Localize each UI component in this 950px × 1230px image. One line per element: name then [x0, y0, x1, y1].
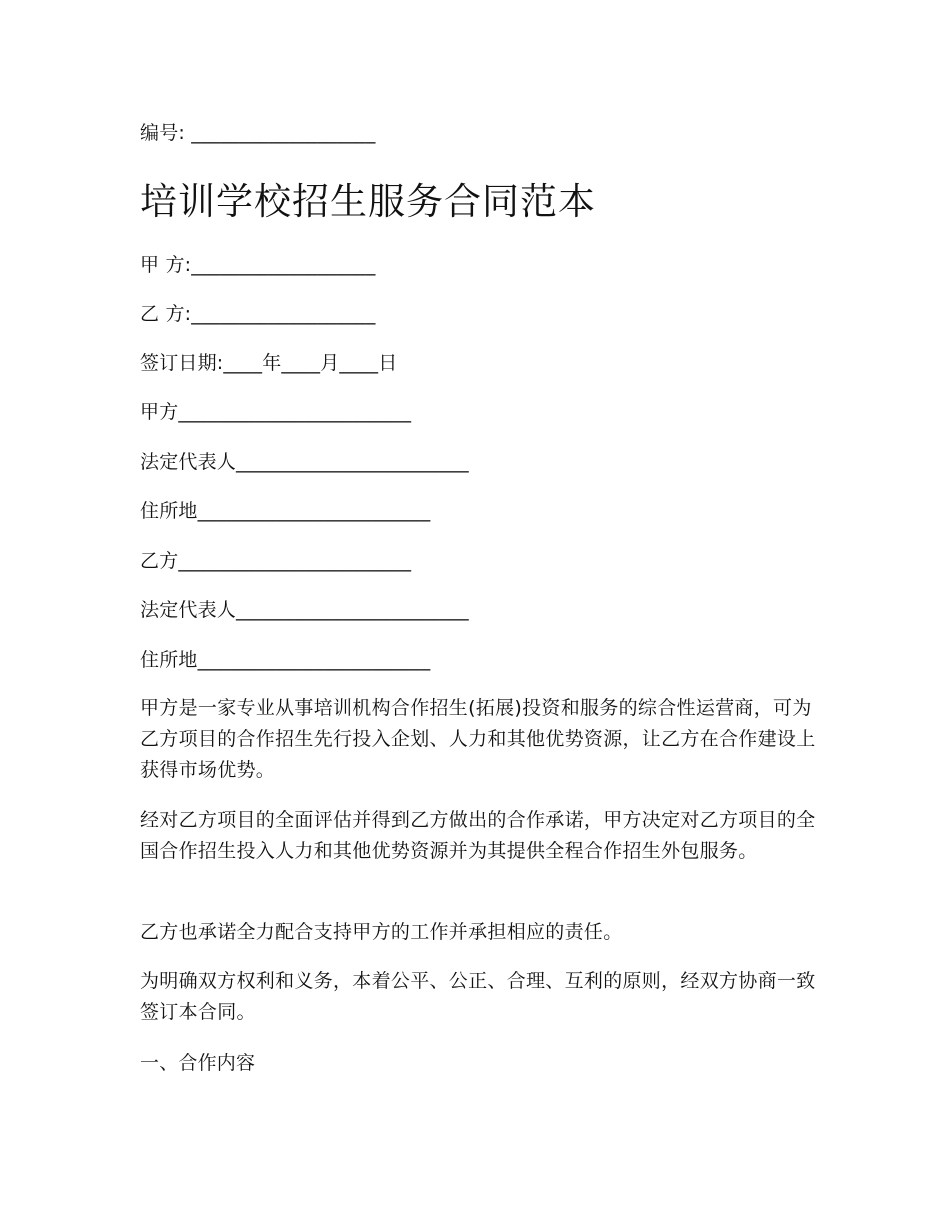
paragraph-intro: 甲方是一家专业从事培训机构合作招生(拓展)投资和服务的综合性运营商，可为乙方项目的合作招生先行投入企划、人力和其他优势资源，让乙方在合作建设上获得市场优势。: [140, 697, 816, 781]
paragraph-purpose: 为明确双方权利和义务，本着公平、公正、合理、互利的原则，经双方协商一致签订本合同。: [140, 970, 816, 1023]
party-a-line: 甲 方:___________________: [140, 254, 376, 276]
section-heading: 一、合作内容: [140, 1052, 256, 1074]
paragraph-assessment: 经对乙方项目的全面评估并得到乙方做出的合作承诺，甲方决定对乙方项目的全国合作招生投入人力和其他优势资源并为其提供全程合作招生外包服务。: [140, 809, 816, 862]
contract-number-line: 编号: ___________________: [140, 122, 376, 144]
party-b-address-field: 住所地________________________: [140, 649, 431, 671]
party-a-address-field: 住所地________________________: [140, 500, 431, 522]
party-b-legal-rep-field: 法定代表人________________________: [140, 599, 469, 621]
paragraph-commitment: 乙方也承诺全力配合支持甲方的工作并承担相应的责任。: [140, 921, 623, 943]
party-b-field: 乙方________________________: [140, 550, 412, 572]
document-title: 培训学校招生服务合同范本: [140, 180, 596, 223]
party-a-legal-rep-field: 法定代表人________________________: [140, 451, 469, 473]
party-a-field: 甲方________________________: [140, 401, 412, 423]
party-b-line: 乙 方:___________________: [140, 303, 376, 325]
signing-date-line: 签订日期:____年____月____日: [140, 352, 398, 374]
